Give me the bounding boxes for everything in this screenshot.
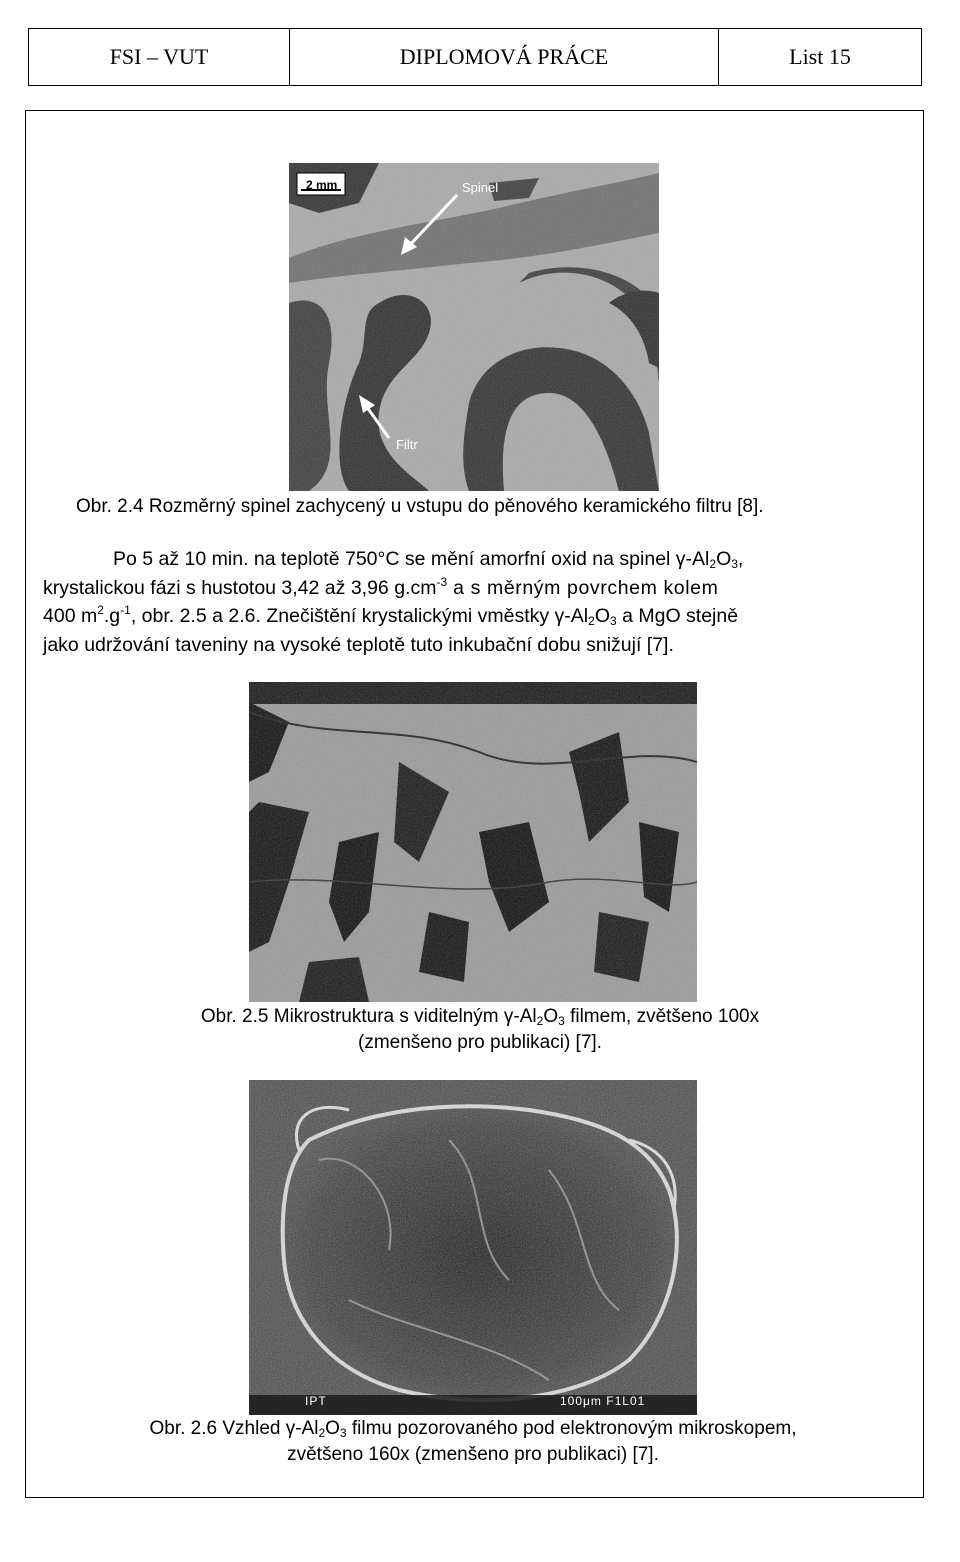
sem-overlay-right: 100μm F1L01 [560, 1394, 646, 1408]
figure-2-4-caption: Obr. 2.4 Rozměrný spinel zachycený u vstupu do pěnového keramického filtru [8]. [76, 496, 764, 517]
header-institution: FSI – VUT [109, 44, 209, 69]
figure-label-filter: Filtr [396, 437, 418, 452]
figure-sem-image [249, 1080, 697, 1415]
paragraph-line-1: Po 5 až 10 min. na teplotě 750°C se mění amorfní oxid na spinel $\gamma-Al_2O_3$, [113, 548, 744, 571]
sem-overlay-left: IPT [305, 1394, 327, 1408]
figure-spinel-micrograph [289, 163, 659, 491]
figure-scale-label: 2 mm [306, 178, 338, 192]
figure-2-6-caption [0, 1416, 946, 1468]
page-header [28, 28, 922, 86]
header-page-number: List 15 [718, 29, 921, 85]
figure-2-6-caption-line-2: zvětšeno 160x (zmenšeno pro publikaci) [7]. [287, 1444, 659, 1465]
figure-2-5-caption-line-1: Obr. 2.5 Mikrostruktura s viditelným $\gamma-Al_2O_3$ filmem, zvětšeno 100x [200, 1006, 760, 1028]
figure-2-6-caption-line-1: Obr. 2.6 Vzhled $\gamma-Al_2O_3$ filmu pozorovaného pod elektronovým mikroskopem, [149, 1418, 797, 1440]
figure-microstructure-image [249, 682, 697, 1002]
paragraph-line-2: krystalickou fázi s hustotou 3,42 až 3,96 $g.cm^{-3}$ a s měrným povrchem kolem [43, 574, 719, 599]
figure-2-5-caption-line-2: (zmenšeno pro publikaci) [7]. [358, 1032, 602, 1053]
paragraph-line-3: 400 $m^2.g^{-1}$, obr. 2.5 a 2.6. Znečištění krystalickými vměstky $\gamma-Al_2O_3$ a MgO stejně [43, 603, 739, 628]
paragraph-line-4: jako udržování taveniny na vysoké teplotě tuto inkubační dobu snižují [7]. [43, 633, 674, 656]
figure-label-spinel: Spinel [462, 180, 499, 195]
body-paragraph [43, 545, 903, 659]
figure-2-5-caption [0, 1004, 960, 1056]
header-document-type: DIPLOMOVÁ PRÁCE [289, 29, 718, 85]
